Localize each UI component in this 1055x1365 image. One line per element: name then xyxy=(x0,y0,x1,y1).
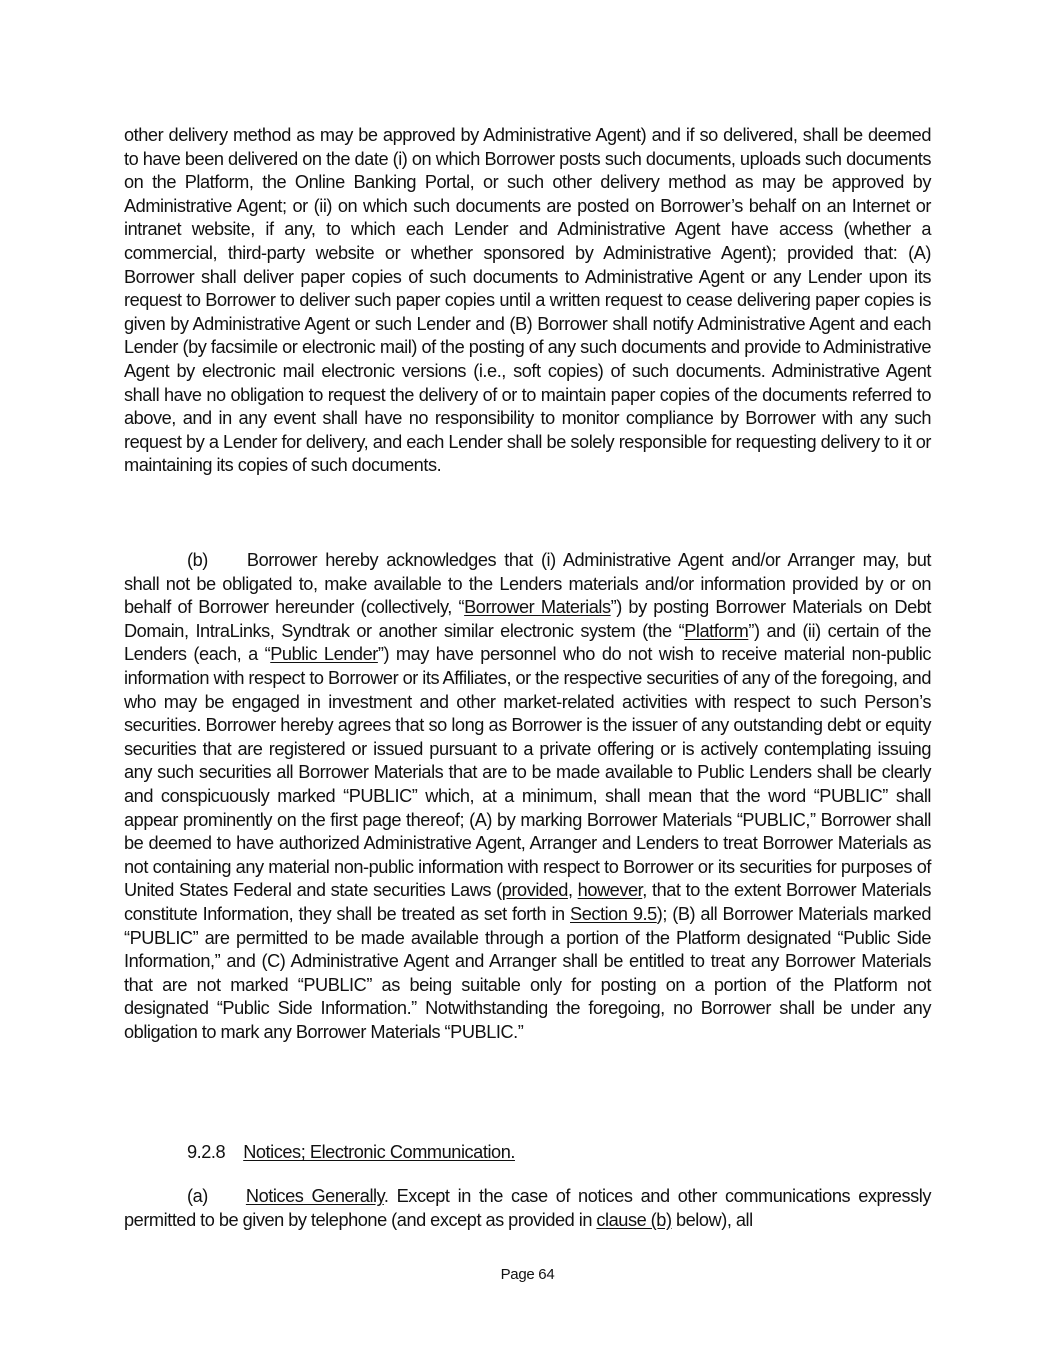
paragraph-b-text: ); (B) all Borrower Materials marked “PUBLIC” are permitted to be made available through a portion of the Platform designated “Public Side Information,” and (C) Administrative Agent and Arranger shall be entitled to treat any Borrower Materials that are not marked “PUBLIC” as being suitable only for posting on a portion of the Platform not designated “Public Side Information.” Notwithstanding the foregoing, no Borrower shall be under any obligation to mark any Borrower Materials “PUBLIC.” xyxy=(124,903,931,1042)
paragraph-a-notices xyxy=(124,1185,931,1232)
defined-term-public-lender: Public Lender xyxy=(270,644,378,665)
paragraph-b-text: ”) and (ii) certain of the Lenders (each, a “ xyxy=(124,620,931,665)
paragraph-b-text: , xyxy=(567,880,578,901)
underlined-however: however xyxy=(577,880,643,901)
defined-term-platform: Platform xyxy=(684,620,749,641)
paragraph-continued: other delivery method as may be approved by Administrative Agent) and if so delivered, shall be deemed to have been delivered on the date (i) on which Borrower posts such documents, uploads such documents on the Platform, the Online Banking Portal, or such other delivery method as may be approved by Administrative Agent; or (ii) on which such documents are posted on Borrower’s behalf on an Internet or intranet website, if any, to which each Lender and Administrative Agent have access (whether a commercial, third-party website or whether sponsored by Administrative Agent); provided that: (A) Borrower shall deliver paper copies of such documents to Administrative Agent or any Lender upon its request to Borrower to deliver such paper copies until a written request to cease delivering paper copies is given by Administrative Agent or such Lender and (B) Borrower shall notify Administrative Agent and each Lender (by facsimile or electronic mail) of the posting of any such documents and provide to Administrative Agent by electronic mail electronic versions (i.e., soft copies) of such documents. Administrative Agent shall have no obligation to request the delivery of or to maintain paper copies of the documents referred to above, and in any event shall have no responsibility to monitor compliance by Borrower with any such request by a Lender for delivery, and each Lender shall be solely responsible for requesting delivery to it or maintaining its copies of such documents. xyxy=(124,125,931,476)
paragraph-b xyxy=(124,549,931,1044)
subheading-notices-generally: Notices Generally xyxy=(245,1186,384,1206)
section-number: 9.2.8 xyxy=(187,1142,226,1162)
section-title: Notices; Electronic Communication. xyxy=(243,1142,515,1162)
paragraph-b-text: , that to the extent Borrower Materials constitute Information, they shall be treated as set forth in xyxy=(124,880,931,924)
paragraph-b-label: (b) xyxy=(187,550,208,570)
paragraph-b-text: ”) by posting Borrower Materials on Debt Domain, IntraLinks, Syndtrak or another similar electronic system (the “ xyxy=(124,597,931,641)
paragraph-a-label: (a) xyxy=(187,1186,208,1206)
section-reference-link: Section 9.5 xyxy=(570,903,657,924)
paragraph-a-text: . Except in the case of notices and other communications expressly permitted to be given by telephone (and except as provided in xyxy=(124,1186,931,1230)
paragraph-b-text: Borrower hereby acknowledges that (i) Administrative Agent and/or Arranger may, but shall not be obligated to, make available to the Lenders materials and/or information provided by or on behalf of Borrower hereunder (collectively, “ xyxy=(124,550,931,618)
paragraph-b-text: ”) may have personnel who do not wish to receive material non-public information with respect to Borrower or its Affiliates, or the respective securities of any of the foregoing, and who may be engaged in investment and other market-related activities with respect to such Person’s securities. Borrower hereby agrees that so long as Borrower is the issuer of any outstanding debt or equity securities that are registered or issued pursuant to a private offering or is actively contemplating issuing any such securities all Borrower Materials that are to be made available to Public Lenders shall be clearly and conspicuously marked “PUBLIC” which, at a minimum, shall mean that the word “PUBLIC” shall appear prominently on the first page thereof; (A) by marking Borrower Materials “PUBLIC,” Borrower shall be deemed to have authorized Administrative Agent, Arranger and Lenders to treat Borrower Materials as not containing any material non-public information with respect to Borrower or its securities for purposes of United States Federal and state securities Laws ( xyxy=(124,644,932,901)
page-number: Page 64 xyxy=(500,1266,555,1283)
paragraph-a-text: below), all xyxy=(671,1209,753,1230)
defined-term-borrower-materials: Borrower Materials xyxy=(464,597,611,618)
section-heading xyxy=(187,1141,515,1165)
underlined-provided: provided xyxy=(501,880,568,901)
clause-reference: clause (b) xyxy=(596,1209,672,1230)
